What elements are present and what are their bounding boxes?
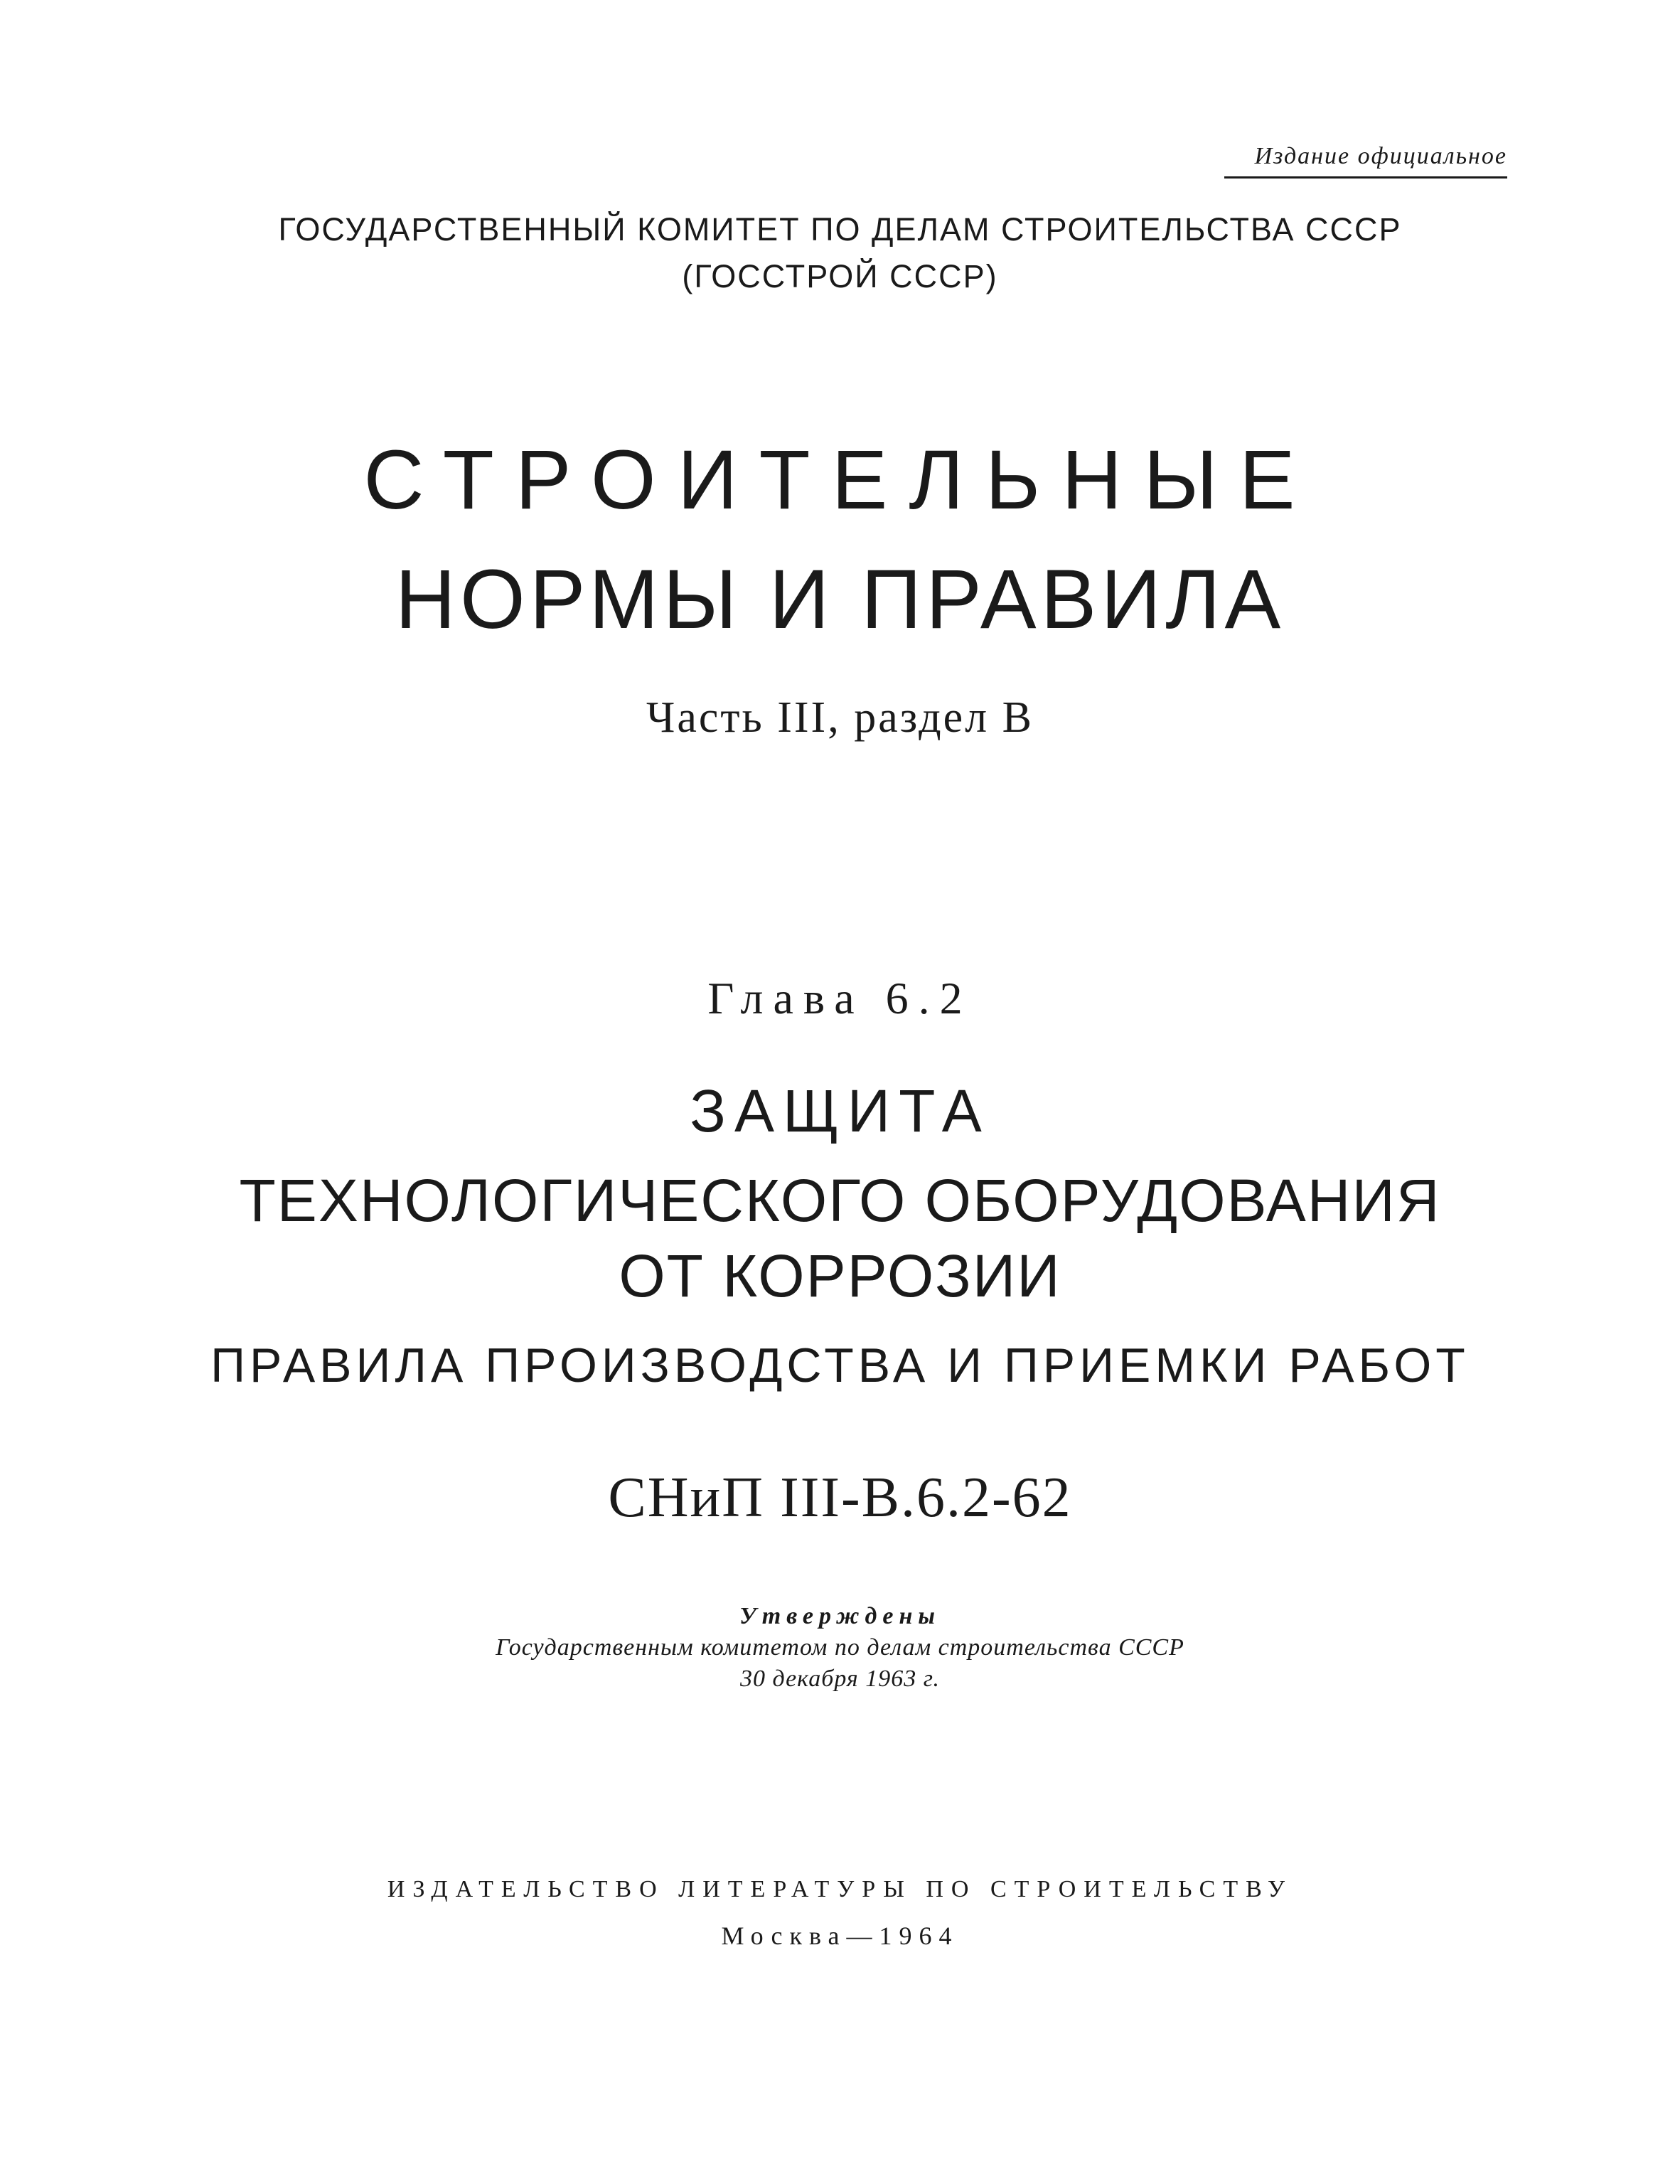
chapter-label: Глава 6.2 — [707, 973, 973, 1023]
approval-date: 30 декабря 1963 г. — [739, 1666, 941, 1692]
chapter-title-line-2: ТЕХНОЛОГИЧЕСКОГО ОБОРУДОВАНИЯ — [239, 1167, 1441, 1234]
committee-abbreviation: (ГОССТРОЙ СССР) — [682, 258, 998, 294]
main-title-line-1: СТРОИТЕЛЬНЫЕ — [363, 433, 1317, 527]
document-code: СНиП III-В.6.2-62 — [608, 1466, 1072, 1529]
chapter-title-line-3: ОТ КОРРОЗИИ — [619, 1242, 1061, 1309]
approval-authority: Государственным комитетом по делам строительства СССР — [496, 1634, 1184, 1661]
part-section-label: Часть III, раздел В — [646, 693, 1034, 742]
main-title-line-2: НОРМЫ И ПРАВИЛА — [395, 553, 1285, 646]
approval-heading: Утверждены — [739, 1603, 941, 1629]
committee-name: ГОСУДАРСТВЕННЫЙ КОМИТЕТ ПО ДЕЛАМ СТРОИТЕЛЬСТВА СССР — [278, 211, 1402, 247]
official-edition-label: Издание официальное — [1254, 143, 1507, 169]
publisher-name: ИЗДАТЕЛЬСТВО ЛИТЕРАТУРЫ ПО СТРОИТЕЛЬСТВУ — [387, 1876, 1293, 1902]
publication-city-year: Москва—1964 — [721, 1922, 959, 1950]
chapter-subtitle: ПРАВИЛА ПРОИЗВОДСТВА И ПРИЕМКИ РАБОТ — [210, 1338, 1470, 1392]
chapter-title-line-1: ЗАЩИТА — [690, 1077, 990, 1144]
official-edition-underline — [1224, 176, 1507, 179]
